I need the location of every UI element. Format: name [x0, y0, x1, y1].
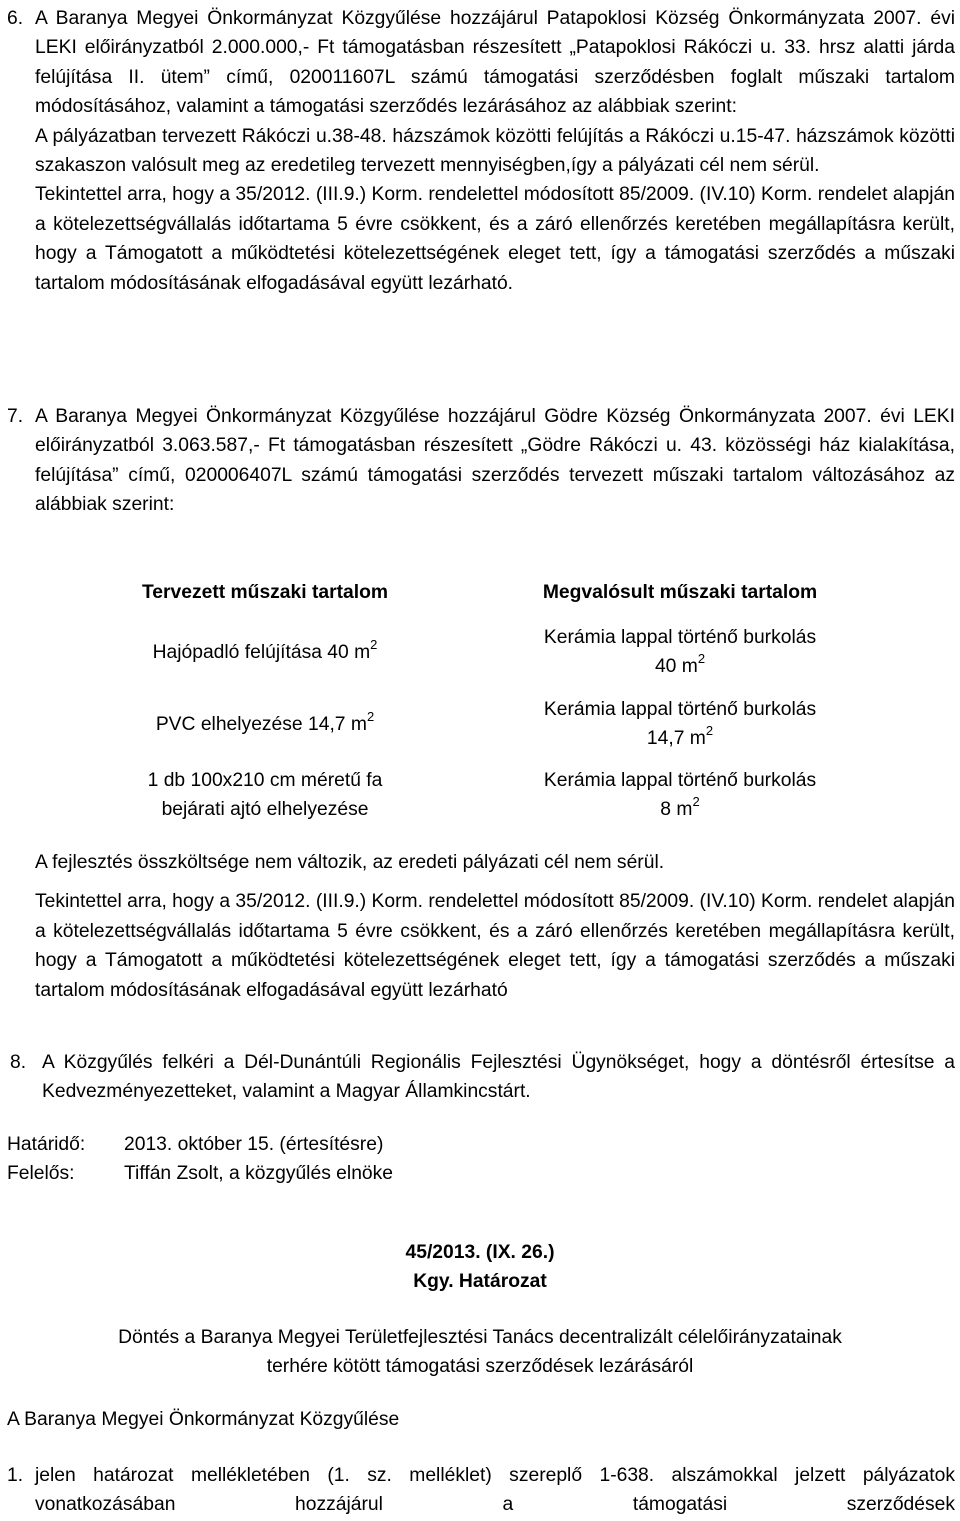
- resolution-type: Kgy. Határozat: [413, 1271, 547, 1293]
- header-planned: Tervezett műszaki tartalom: [141, 582, 389, 604]
- realized-cell-line1: Kerámia lappal történő burkolás: [543, 627, 817, 648]
- item-6-paragraph-1: A Baranya Megyei Önkormányzat Közgyűlése hozzájárul Patapoklosi Község Önkormányzata 2007. évi LEKI előirányzatból 2.000.000,- Ft támogatásban részesített „Patapoklosi Rákóczi u. 33. hrsz alatti járda felújítása II. ütem” című, 020011607L számú támogatási szerződésben foglalt műszaki tartalom módosításához, valamint a támogatási szerződés lezárásához az alábbiak szerint:: [35, 8, 955, 118]
- superscript: 2: [370, 636, 378, 652]
- responsible-value: Tiffán Zsolt, a közgyűlés elnöke: [124, 1163, 394, 1185]
- resolution-subject-line1: Döntés a Baranya Megyei Területfejlesztési Tanács decentralizált célelőirányzatainak: [118, 1327, 842, 1348]
- superscript: 2: [366, 708, 375, 724]
- deadline-block: [7, 1130, 393, 1189]
- table-row: [90, 688, 880, 760]
- resolution-heading: [0, 1238, 960, 1297]
- resolution-body-intro: [7, 1405, 399, 1434]
- resolution-intro-text: A Baranya Megyei Önkormányzat Közgyűlése: [7, 1409, 400, 1430]
- table-row: [90, 616, 880, 688]
- item-7-closing: Tekintettel arra, hogy a 35/2012. (III.9.) Korm. rendelettel módosított 85/2009. (IV.10) Korm. rendelet alapján a kötelezettségvállalás időtartama 5 évre csökkent, és a záró ellenőrzés keretében megállapításra került, hogy a Támogatott a működtetési kötelezettségének eleget tett, így a támogatási szerződés a műszaki tartalom módosításának elfogadásával együtt lezárható: [35, 891, 955, 1001]
- resolution-number: 45/2013. (IX. 26.): [405, 1242, 555, 1263]
- realized-cell-line2: 8 m: [660, 799, 693, 820]
- resolution-subject: [0, 1323, 960, 1382]
- cost-note: A fejlesztés összköltsége nem változik, az eredeti pályázati cél nem sérül.: [35, 852, 665, 873]
- item-8-text: A Közgyűlés felkéri a Dél-Dunántúli Regionális Fejlesztési Ügynökséget, hogy a döntésről értesítse a Kedvezményezetteket, valamint a Magyar Államkincstárt.: [42, 1052, 955, 1103]
- item-7-intro: A Baranya Megyei Önkormányzat Közgyűlése hozzájárul Gödre Község Önkormányzata 2007. évi LEKI előirányzatból 3.063.587,- Ft támogatásban részesített „Gödre Rákóczi u. 43. közösségi ház kialakítása, felújítása” című, 020006407L számú támogatási szerződés tervezett műszaki tartalom változásához az alábbiak szerint:: [35, 406, 955, 516]
- responsible-row: [7, 1159, 393, 1188]
- table-header-row: [90, 570, 880, 616]
- resolution-subject-line2: terhére kötött támogatási szerződések lezárásáról: [266, 1356, 694, 1378]
- item-7-tail: [35, 848, 955, 1005]
- item-number: 1.: [7, 1465, 24, 1486]
- realized-cell-line2: 14,7 m: [646, 728, 706, 749]
- item-8: [10, 1048, 955, 1107]
- planned-cell: PVC elhelyezése 14,7 m: [155, 713, 367, 735]
- superscript: 2: [692, 794, 700, 809]
- item-number: 6.: [7, 8, 24, 29]
- resolution-point-1-text: jelen határozat mellékletében (1. sz. melléklet) szereplő 1-638. alszámokkal jelzett pályázatok vonatkozásában hozzájárul a támogatási szerződések: [35, 1465, 955, 1516]
- technical-content-table: [90, 570, 880, 830]
- item-6-paragraph-2: A pályázatban tervezett Rákóczi u.38-48. házszámok közötti felújítás a Rákóczi u.15-47. házszámok közötti szakaszon valósult meg az eredetileg tervezett mennyiségben,így a pályázati cél nem sérül.: [35, 125, 955, 177]
- item-number: 7.: [7, 406, 24, 427]
- planned-cell-line2: bejárati ajtó elhelyezése: [161, 799, 369, 820]
- superscript: 2: [697, 651, 706, 666]
- item-7: [7, 402, 955, 520]
- deadline-row: [7, 1130, 393, 1159]
- planned-cell: Hajópadló felújítása 40 m: [152, 641, 371, 663]
- realized-cell-line1: Kerámia lappal történő burkolás: [543, 770, 817, 791]
- item-6-paragraph-3: Tekintettel arra, hogy a 35/2012. (III.9.) Korm. rendelettel módosított 85/2009. (IV.10) Korm. rendelet alapján a kötelezettségvállalás időtartama 5 évre csökkent, és a záró ellenőrzés keretében megállapításra került, hogy a Támogatott a működtetési kötelezettségének eleget tett, így a támogatási szerződés a műszaki tartalom módosításának elfogadásával együtt lezárható.: [35, 184, 955, 294]
- planned-cell-line1: 1 db 100x210 cm méretű fa: [147, 770, 383, 791]
- resolution-point-1: [7, 1461, 955, 1520]
- deadline-value: 2013. október 15. (értesítésre): [124, 1134, 384, 1155]
- realized-cell-line2: 40 m: [654, 656, 698, 677]
- deadline-label: Határidő:: [7, 1134, 86, 1155]
- table-row: [90, 760, 880, 830]
- realized-cell-line1: Kerámia lappal történő burkolás: [543, 699, 817, 720]
- item-number: 8.: [10, 1052, 27, 1073]
- responsible-label: Felelős:: [7, 1163, 75, 1185]
- header-realized: Megvalósult műszaki tartalom: [542, 582, 818, 604]
- item-6: [7, 4, 955, 298]
- superscript: 2: [705, 723, 714, 738]
